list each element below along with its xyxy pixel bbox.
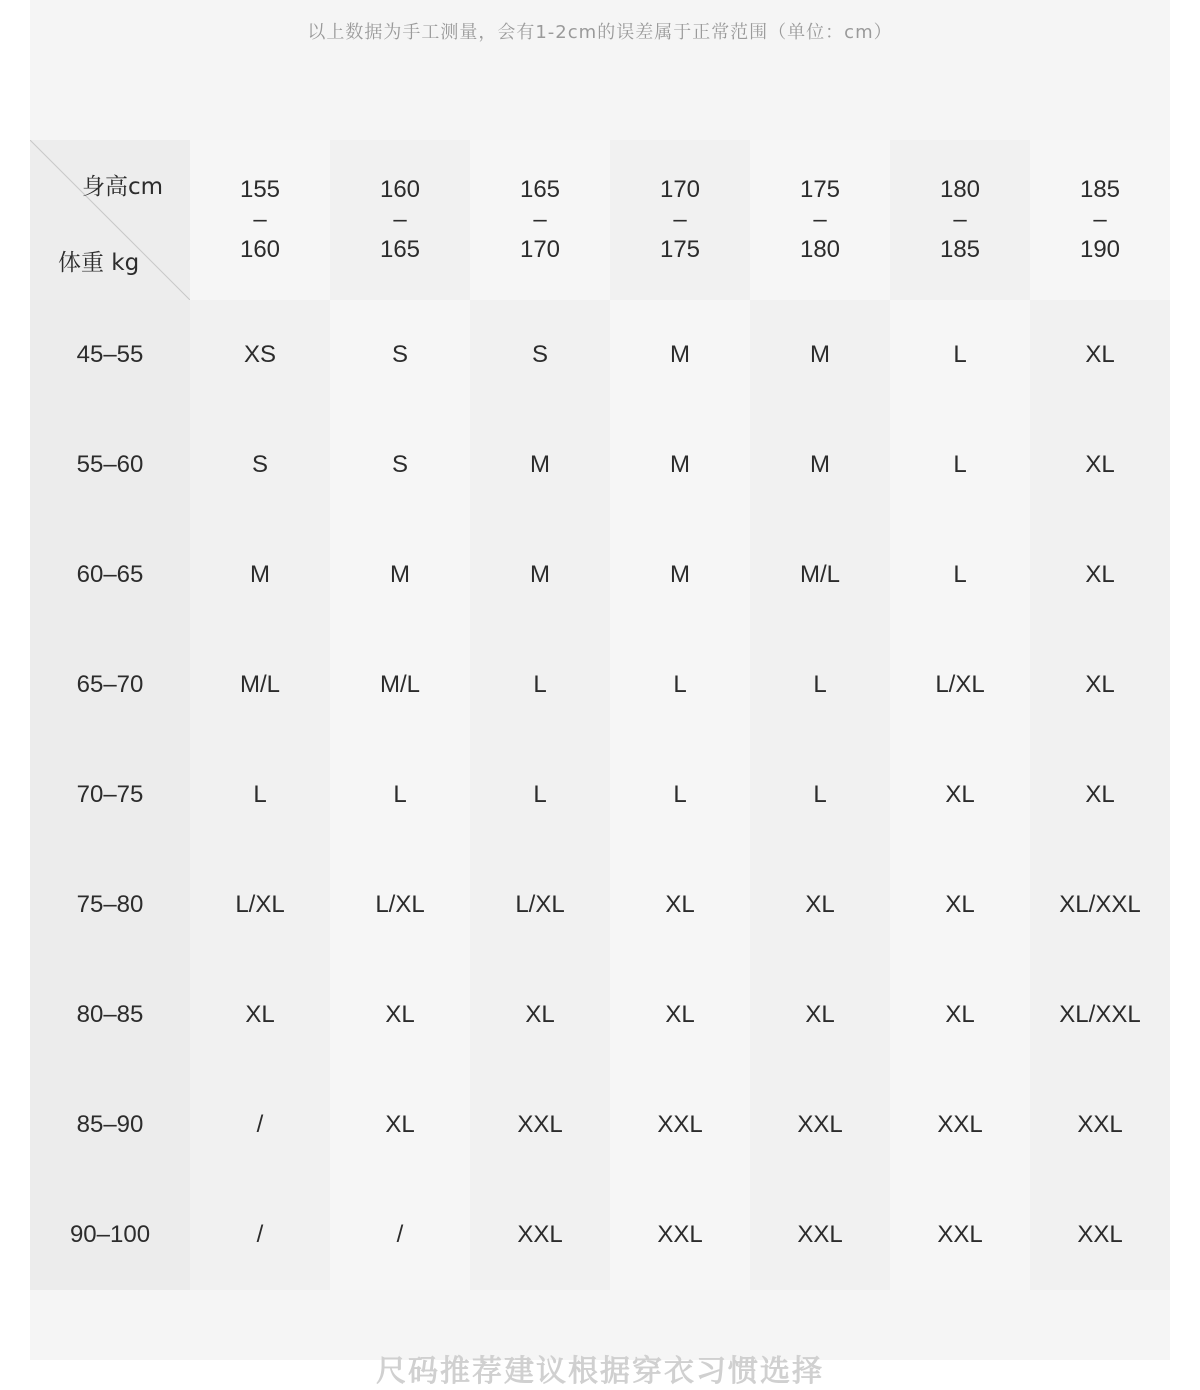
size-cell: XS bbox=[190, 300, 330, 410]
size-table bbox=[30, 140, 1170, 1290]
size-cell: M bbox=[750, 300, 890, 410]
size-cell: L bbox=[890, 300, 1030, 410]
weight-row-header: 75–80 bbox=[30, 850, 190, 960]
size-cell: XL bbox=[470, 960, 610, 1070]
size-cell: / bbox=[190, 1180, 330, 1290]
height-to: 160 bbox=[239, 236, 281, 263]
weight-row-header: 85–90 bbox=[30, 1070, 190, 1180]
size-cell: XL/XXL bbox=[1030, 850, 1170, 960]
size-cell: XXL bbox=[1030, 1070, 1170, 1180]
size-cell: L/XL bbox=[470, 850, 610, 960]
size-cell: M bbox=[610, 410, 750, 520]
height-to: 185 bbox=[939, 236, 981, 263]
range-dash: – bbox=[953, 206, 967, 233]
size-cell: L bbox=[470, 740, 610, 850]
size-cell: S bbox=[330, 410, 470, 520]
height-to: 190 bbox=[1079, 236, 1121, 263]
size-cell: S bbox=[190, 410, 330, 520]
size-cell: L/XL bbox=[330, 850, 470, 960]
size-cell: XL bbox=[750, 850, 890, 960]
height-column-header bbox=[890, 140, 1030, 300]
height-to: 180 bbox=[799, 236, 841, 263]
size-cell: XL bbox=[330, 1070, 470, 1180]
size-cell: XXL bbox=[470, 1070, 610, 1180]
size-cell: M bbox=[610, 520, 750, 630]
weight-row-header: 70–75 bbox=[30, 740, 190, 850]
weight-row-header: 65–70 bbox=[30, 630, 190, 740]
size-cell: M/L bbox=[190, 630, 330, 740]
range-dash: – bbox=[533, 206, 547, 233]
size-cell: M bbox=[610, 300, 750, 410]
height-from: 180 bbox=[939, 176, 981, 203]
measurement-note: 以上数据为手工测量，会有1-2cm的误差属于正常范围（单位：cm） bbox=[307, 22, 893, 43]
weight-row-header: 90–100 bbox=[30, 1180, 190, 1290]
size-cell: XL bbox=[610, 960, 750, 1070]
height-axis-label: 身高cm bbox=[82, 174, 164, 200]
size-cell: XL bbox=[1030, 740, 1170, 850]
size-cell: XL bbox=[190, 960, 330, 1070]
size-cell: S bbox=[330, 300, 470, 410]
height-from: 165 bbox=[519, 176, 561, 203]
range-dash: – bbox=[253, 206, 267, 233]
height-from: 155 bbox=[239, 176, 281, 203]
size-cell: M bbox=[190, 520, 330, 630]
size-cell: M bbox=[470, 410, 610, 520]
weight-row-header: 80–85 bbox=[30, 960, 190, 1070]
size-cell: XXL bbox=[890, 1070, 1030, 1180]
size-cell: L bbox=[610, 630, 750, 740]
height-column-header bbox=[330, 140, 470, 300]
height-column-header bbox=[470, 140, 610, 300]
size-cell: XL bbox=[890, 850, 1030, 960]
range-dash: – bbox=[813, 206, 827, 233]
size-cell: M bbox=[750, 410, 890, 520]
size-cell: M bbox=[470, 520, 610, 630]
size-cell: XL bbox=[610, 850, 750, 960]
height-column-header bbox=[750, 140, 890, 300]
size-cell: XL bbox=[1030, 520, 1170, 630]
size-cell: XL bbox=[1030, 630, 1170, 740]
height-column-header bbox=[610, 140, 750, 300]
size-cell: XL/XXL bbox=[1030, 960, 1170, 1070]
size-cell: XXL bbox=[610, 1070, 750, 1180]
height-from: 170 bbox=[659, 176, 701, 203]
size-cell: S bbox=[470, 300, 610, 410]
size-cell: XXL bbox=[610, 1180, 750, 1290]
size-cell: XXL bbox=[1030, 1180, 1170, 1290]
weight-row-header: 45–55 bbox=[30, 300, 190, 410]
size-cell: XL bbox=[1030, 300, 1170, 410]
size-cell: / bbox=[190, 1070, 330, 1180]
size-cell: L bbox=[190, 740, 330, 850]
table-corner-header bbox=[30, 140, 190, 300]
size-cell: L/XL bbox=[190, 850, 330, 960]
size-cell: XL bbox=[750, 960, 890, 1070]
size-cell: L bbox=[330, 740, 470, 850]
height-to: 165 bbox=[379, 236, 421, 263]
height-column-header bbox=[190, 140, 330, 300]
size-cell: XXL bbox=[890, 1180, 1030, 1290]
size-advice-heading: 尺码推荐建议根据穿衣习惯选择 bbox=[376, 1354, 824, 1389]
size-cell: XXL bbox=[750, 1070, 890, 1180]
size-cell: XXL bbox=[470, 1180, 610, 1290]
weight-axis-label: 体重 kg bbox=[58, 250, 140, 276]
size-cell: XL bbox=[330, 960, 470, 1070]
size-cell: L bbox=[750, 630, 890, 740]
size-cell: M bbox=[330, 520, 470, 630]
size-cell: XXL bbox=[750, 1180, 890, 1290]
size-cell: XL bbox=[890, 960, 1030, 1070]
range-dash: – bbox=[393, 206, 407, 233]
range-dash: – bbox=[1093, 206, 1107, 233]
size-cell: M/L bbox=[750, 520, 890, 630]
height-to: 170 bbox=[519, 236, 561, 263]
height-column-header bbox=[1030, 140, 1170, 300]
size-cell: M/L bbox=[330, 630, 470, 740]
height-from: 175 bbox=[799, 176, 841, 203]
height-from: 160 bbox=[379, 176, 421, 203]
size-cell: XL bbox=[890, 740, 1030, 850]
size-cell: L bbox=[470, 630, 610, 740]
weight-row-header: 60–65 bbox=[30, 520, 190, 630]
size-cell: / bbox=[330, 1180, 470, 1290]
size-cell: L bbox=[610, 740, 750, 850]
height-to: 175 bbox=[659, 236, 701, 263]
weight-row-header: 55–60 bbox=[30, 410, 190, 520]
size-cell: L bbox=[890, 520, 1030, 630]
size-cell: L bbox=[750, 740, 890, 850]
size-chart-panel bbox=[30, 0, 1170, 1389]
size-cell: L bbox=[890, 410, 1030, 520]
height-from: 185 bbox=[1079, 176, 1121, 203]
size-cell: XL bbox=[1030, 410, 1170, 520]
size-cell: L/XL bbox=[890, 630, 1030, 740]
range-dash: – bbox=[673, 206, 687, 233]
